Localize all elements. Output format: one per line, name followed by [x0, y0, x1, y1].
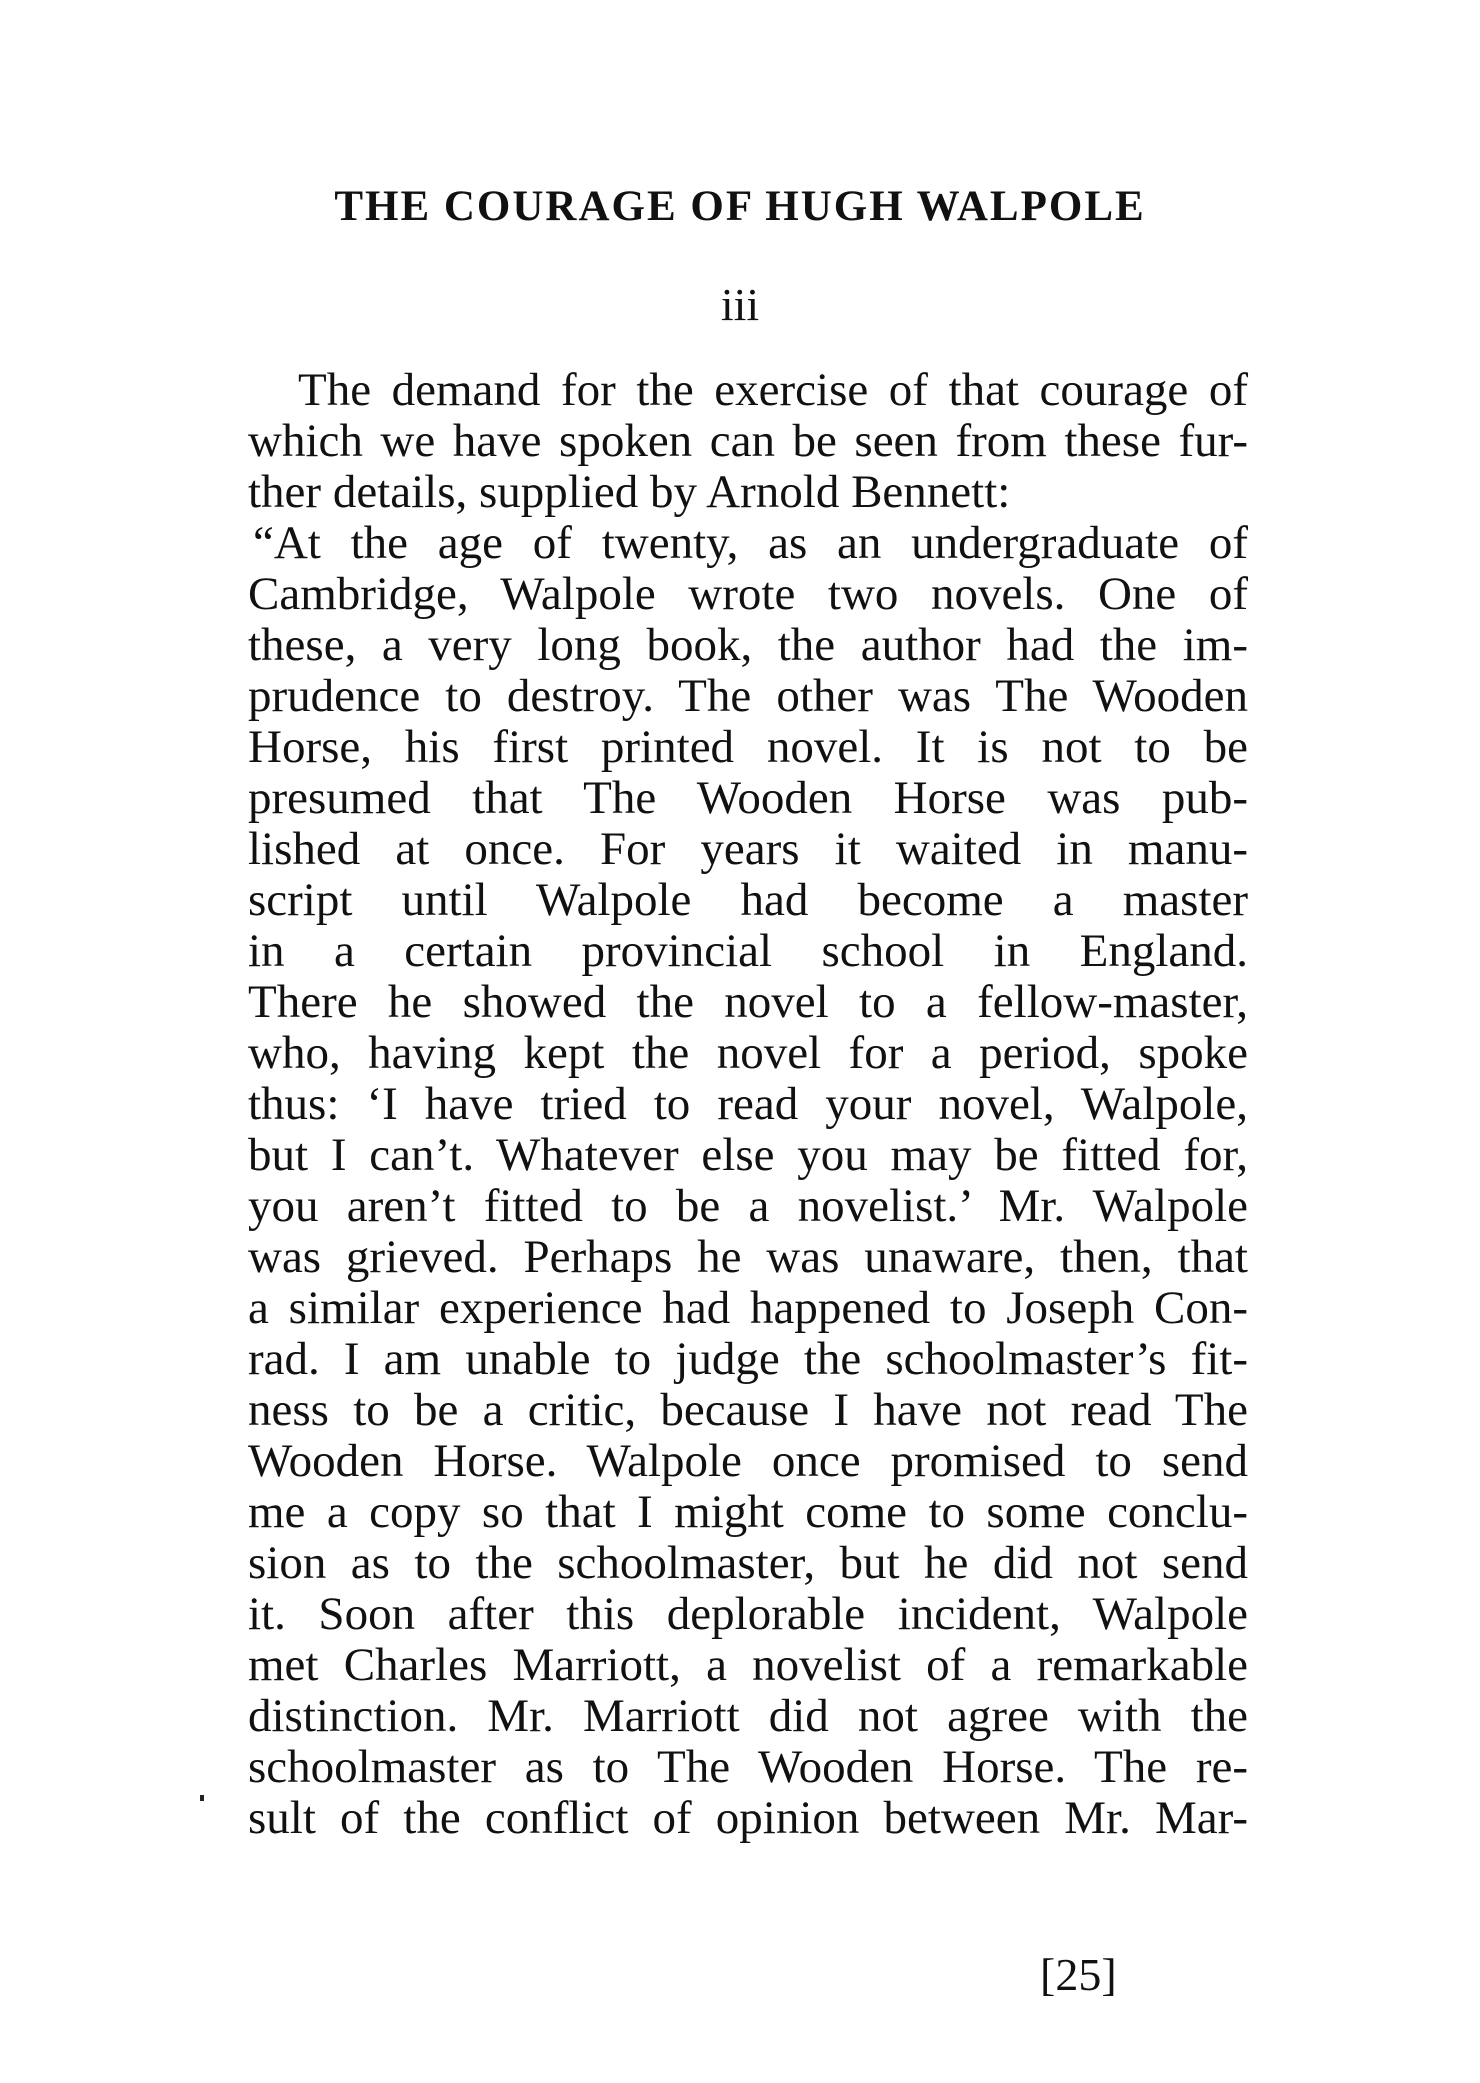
- text-line: ther details, supplied by Arnold Bennett:: [248, 466, 1011, 518]
- text-line: thus: ‘I have tried to read your novel, Walpole,: [248, 1078, 1248, 1130]
- text-line: Horse, his first printed novel. It is not to be: [248, 721, 1248, 773]
- text-line: a similar experience had happened to Joseph Con-: [248, 1282, 1248, 1334]
- body-text: [248, 365, 1248, 1844]
- text-line: “At the age of twenty, as an undergraduate of: [253, 517, 1248, 569]
- text-line: these, a very long book, the author had the im-: [248, 619, 1248, 671]
- running-head: THE COURAGE OF HUGH WALPOLE: [334, 183, 1146, 230]
- section-number: iii: [720, 279, 760, 330]
- text-line: it. Soon after this deplorable incident, Walpole: [248, 1588, 1248, 1640]
- text-line: distinction. Mr. Marriott did not agree with the: [248, 1690, 1248, 1742]
- text-line: you aren’t fitted to be a novelist.’ Mr. Walpole: [248, 1180, 1248, 1232]
- text-line: met Charles Marriott, a novelist of a remarkable: [248, 1639, 1248, 1691]
- text-line: script until Walpole had become a master: [248, 874, 1248, 926]
- text-line: ness to be a critic, because I have not read The: [248, 1384, 1248, 1436]
- text-line: which we have spoken can be seen from these fur-: [248, 415, 1248, 467]
- margin-speck: [200, 1795, 204, 1801]
- text-line: was grieved. Perhaps he was unaware, then, that: [248, 1231, 1248, 1283]
- text-line: sult of the conflict of opinion between Mr. Mar-: [248, 1792, 1248, 1844]
- text-line: prudence to destroy. The other was The Wooden: [248, 670, 1248, 722]
- text-line: but I can’t. Whatever else you may be fitted for,: [248, 1129, 1248, 1181]
- text-line: in a certain provincial school in England.: [248, 925, 1248, 977]
- text-line: me a copy so that I might come to some conclu-: [248, 1486, 1248, 1538]
- text-line: lished at once. For years it waited in manu-: [248, 823, 1248, 875]
- text-line: schoolmaster as to The Wooden Horse. The re-: [248, 1741, 1248, 1793]
- text-line: rad. I am unable to judge the schoolmaster’s fit-: [248, 1333, 1248, 1385]
- text-line: Wooden Horse. Walpole once promised to send: [248, 1435, 1248, 1487]
- text-line: The demand for the exercise of that courage of: [298, 364, 1248, 416]
- text-line: sion as to the schoolmaster, but he did not send: [248, 1537, 1248, 1589]
- text-line: Cambridge, Walpole wrote two novels. One of: [248, 568, 1248, 620]
- page-number: [25]: [1040, 1949, 1117, 2000]
- text-line: There he showed the novel to a fellow-master,: [248, 976, 1248, 1028]
- text-line: who, having kept the novel for a period, spoke: [248, 1027, 1248, 1079]
- text-line: presumed that The Wooden Horse was pub-: [248, 772, 1248, 824]
